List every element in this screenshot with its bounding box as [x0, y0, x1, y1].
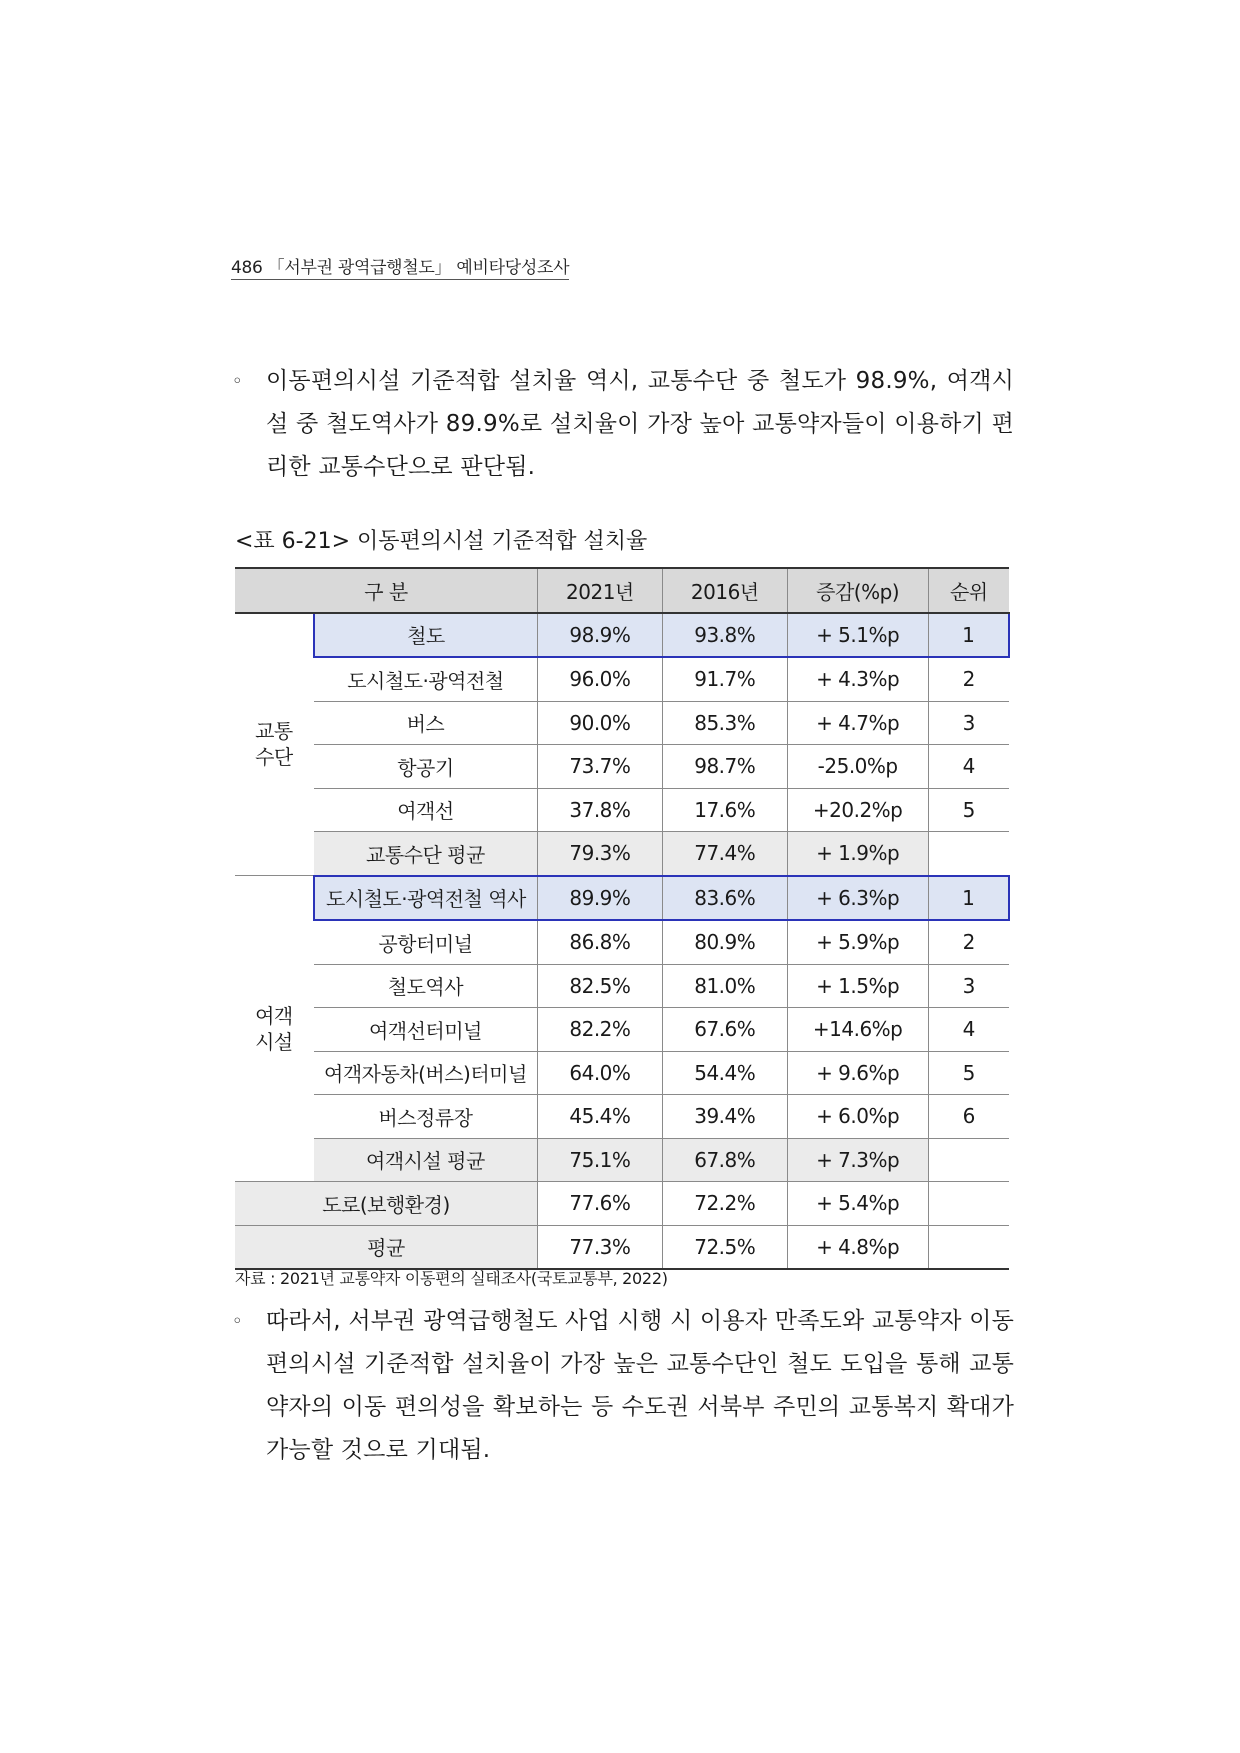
cell-change: + 5.9%p	[787, 920, 928, 964]
cell-change: + 7.3%p	[787, 1138, 928, 1182]
cell-rank	[928, 1138, 1009, 1182]
row-name: 도시철도·광역전철	[314, 657, 538, 701]
row-name: 여객자동차(버스)터미널	[314, 1051, 538, 1095]
header-rank: 순위	[928, 568, 1009, 613]
paragraph-line: 이동편의시설 기준적합 설치율 역시, 교통수단 중 철도가 98.9%, 여객시	[266, 368, 1014, 394]
header-2021: 2021년	[537, 568, 662, 613]
group-label-transport: 교통 수단	[235, 613, 314, 876]
cell-2016: 67.8%	[662, 1138, 787, 1182]
cell-rank: 2	[928, 657, 1009, 701]
row-name: 철도	[314, 613, 538, 658]
cell-rank: 1	[928, 613, 1009, 658]
cell-2016: 93.8%	[662, 613, 787, 658]
cell-2016: 80.9%	[662, 920, 787, 964]
row-name: 여객선터미널	[314, 1008, 538, 1052]
paragraph-line: 편의시설 기준적합 설치율이 가장 높은 교통수단인 철도 도입을 통해 교통	[266, 1351, 1014, 1377]
paragraph-line: 리한 교통수단으로 판단됨.	[266, 454, 536, 480]
cell-rank: 3	[928, 964, 1009, 1008]
cell-2021: 77.6%	[537, 1182, 662, 1226]
table-caption: <표 6-21> 이동편의시설 기준적합 설치율	[235, 529, 648, 554]
table-row	[235, 745, 1009, 789]
row-name: 버스	[314, 701, 538, 745]
cell-2016: 83.6%	[662, 876, 787, 921]
cell-2016: 91.7%	[662, 657, 787, 701]
cell-change: -25.0%p	[787, 745, 928, 789]
cell-change: + 5.4%p	[787, 1182, 928, 1226]
cell-change: +14.6%p	[787, 1008, 928, 1052]
paragraph-line: 약자의 이동 편의성을 확보하는 등 수도권 서북부 주민의 교통복지 확대가	[266, 1394, 1014, 1420]
cell-change: + 6.3%p	[787, 876, 928, 921]
cell-2021: 96.0%	[537, 657, 662, 701]
cell-rank: 5	[928, 1051, 1009, 1095]
table-row	[235, 657, 1009, 701]
cell-rank: 4	[928, 745, 1009, 789]
cell-2021: 79.3%	[537, 832, 662, 876]
cell-rank: 4	[928, 1008, 1009, 1052]
cell-rank: 2	[928, 920, 1009, 964]
cell-2021: 90.0%	[537, 701, 662, 745]
installation-rate-table	[235, 567, 1010, 1270]
paragraph-line: 설 중 철도역사가 89.9%로 설치율이 가장 높아 교통약자들이 이용하기 편	[266, 411, 1014, 437]
running-header: 486 「서부권 광역급행철도」 예비타당성조사	[231, 253, 569, 280]
row-name: 항공기	[314, 745, 538, 789]
table-row	[235, 920, 1009, 964]
cell-rank: 3	[928, 701, 1009, 745]
row-name: 평균	[235, 1225, 537, 1269]
cell-2021: 45.4%	[537, 1095, 662, 1139]
cell-2016: 72.5%	[662, 1225, 787, 1269]
group-label-facilities: 여객 시설	[235, 876, 314, 1182]
row-name: 버스정류장	[314, 1095, 538, 1139]
cell-2016: 81.0%	[662, 964, 787, 1008]
paragraph-conclusion	[232, 1300, 1014, 1472]
cell-change: + 4.7%p	[787, 701, 928, 745]
bullet-marker: ◦	[232, 371, 243, 392]
cell-rank	[928, 1182, 1009, 1226]
cell-2016: 17.6%	[662, 788, 787, 832]
cell-2016: 39.4%	[662, 1095, 787, 1139]
cell-rank	[928, 832, 1009, 876]
table-row	[235, 788, 1009, 832]
cell-2016: 67.6%	[662, 1008, 787, 1052]
row-name: 교통수단 평균	[314, 832, 538, 876]
table-row-total	[235, 1225, 1009, 1269]
cell-change: + 4.8%p	[787, 1225, 928, 1269]
cell-rank	[928, 1225, 1009, 1269]
cell-change: + 6.0%p	[787, 1095, 928, 1139]
row-name: 여객선	[314, 788, 538, 832]
cell-2021: 89.9%	[537, 876, 662, 921]
paragraph-intro	[232, 360, 1014, 489]
cell-2021: 75.1%	[537, 1138, 662, 1182]
row-name: 공항터미널	[314, 920, 538, 964]
cell-change: + 1.5%p	[787, 964, 928, 1008]
table-row	[235, 1051, 1009, 1095]
cell-2016: 77.4%	[662, 832, 787, 876]
table-row	[235, 876, 1009, 921]
table-row	[235, 701, 1009, 745]
cell-2021: 73.7%	[537, 745, 662, 789]
table-header-row	[235, 568, 1009, 613]
cell-change: +20.2%p	[787, 788, 928, 832]
table-row	[235, 964, 1009, 1008]
row-name: 도시철도·광역전철 역사	[314, 876, 538, 921]
cell-2021: 77.3%	[537, 1225, 662, 1269]
bullet-marker: ◦	[232, 1311, 243, 1332]
cell-change: + 4.3%p	[787, 657, 928, 701]
table-row	[235, 1095, 1009, 1139]
header-change: 증감(%p)	[787, 568, 928, 613]
cell-2016: 85.3%	[662, 701, 787, 745]
cell-2016: 72.2%	[662, 1182, 787, 1226]
cell-2016: 98.7%	[662, 745, 787, 789]
table-row-road	[235, 1182, 1009, 1226]
cell-change: + 5.1%p	[787, 613, 928, 658]
header-category: 구 분	[235, 568, 537, 613]
cell-change: + 1.9%p	[787, 832, 928, 876]
cell-2021: 37.8%	[537, 788, 662, 832]
cell-2016: 54.4%	[662, 1051, 787, 1095]
cell-rank: 6	[928, 1095, 1009, 1139]
row-name: 여객시설 평균	[314, 1138, 538, 1182]
table-row-average	[235, 832, 1009, 876]
source-note: 자료 : 2021년 교통약자 이동편의 실태조사(국토교통부, 2022)	[235, 1269, 668, 1288]
cell-2021: 98.9%	[537, 613, 662, 658]
cell-rank: 5	[928, 788, 1009, 832]
cell-2021: 82.2%	[537, 1008, 662, 1052]
paragraph-line: 가능할 것으로 기대됨.	[266, 1437, 491, 1463]
header-2016: 2016년	[662, 568, 787, 613]
table-row	[235, 613, 1009, 658]
cell-2021: 86.8%	[537, 920, 662, 964]
cell-2021: 82.5%	[537, 964, 662, 1008]
table-row	[235, 1008, 1009, 1052]
table-row-average	[235, 1138, 1009, 1182]
cell-2021: 64.0%	[537, 1051, 662, 1095]
cell-change: + 9.6%p	[787, 1051, 928, 1095]
paragraph-line: 따라서, 서부권 광역급행철도 사업 시행 시 이용자 만족도와 교통약자 이동	[266, 1308, 1014, 1334]
cell-rank: 1	[928, 876, 1009, 921]
row-name: 철도역사	[314, 964, 538, 1008]
row-name: 도로(보행환경)	[235, 1182, 537, 1226]
